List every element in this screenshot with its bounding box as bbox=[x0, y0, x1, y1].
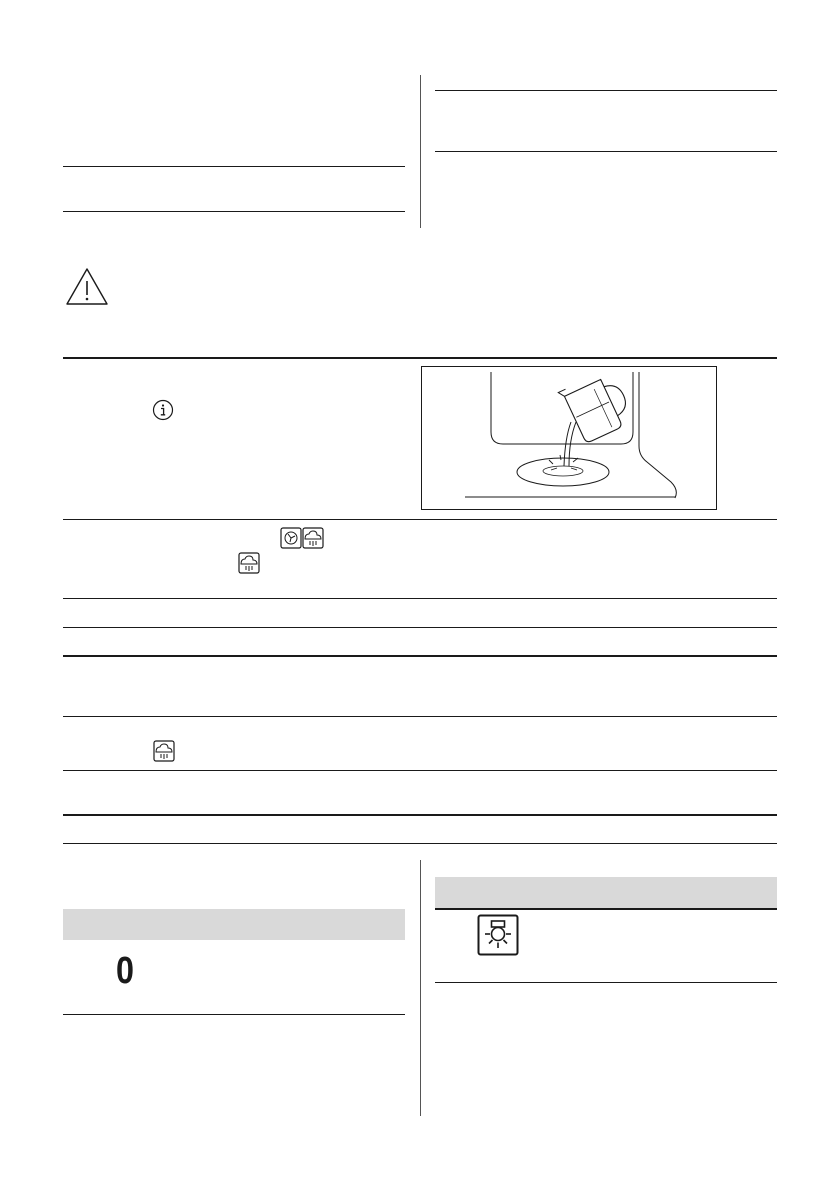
table-row-rule-3 bbox=[63, 627, 777, 628]
left-table-bottom-rule bbox=[63, 1014, 405, 1015]
water-pouring-illustration bbox=[421, 366, 717, 510]
info-circle-icon bbox=[152, 399, 174, 421]
right-table-header-rule bbox=[435, 908, 777, 910]
display-zero-digit: 0 bbox=[116, 950, 134, 992]
bottom-column-divider bbox=[420, 860, 421, 1116]
table2-top-rule bbox=[63, 655, 777, 657]
table3-top-rule bbox=[63, 814, 777, 816]
top-right-rule-1 bbox=[435, 90, 777, 91]
top-left-rule-2 bbox=[63, 211, 405, 212]
right-table-bottom-rule bbox=[435, 982, 777, 983]
steam-icon bbox=[153, 740, 175, 762]
right-table-header bbox=[435, 877, 777, 908]
table-row-rule-2 bbox=[63, 598, 777, 599]
table-top-rule bbox=[63, 357, 777, 359]
table2-row-rule-1 bbox=[63, 716, 777, 717]
lamp-icon bbox=[477, 914, 519, 956]
top-column-divider bbox=[420, 75, 421, 228]
left-table-header bbox=[63, 909, 405, 940]
fan-steam-icon bbox=[280, 527, 324, 549]
top-right-rule-2 bbox=[435, 151, 777, 152]
table3-bottom-rule bbox=[63, 843, 777, 844]
table2-row-rule-2 bbox=[63, 770, 777, 771]
table-row-rule-1 bbox=[63, 519, 777, 520]
steam-icon bbox=[238, 552, 260, 574]
warning-triangle-icon bbox=[64, 266, 110, 308]
top-left-rule-1 bbox=[63, 166, 405, 167]
